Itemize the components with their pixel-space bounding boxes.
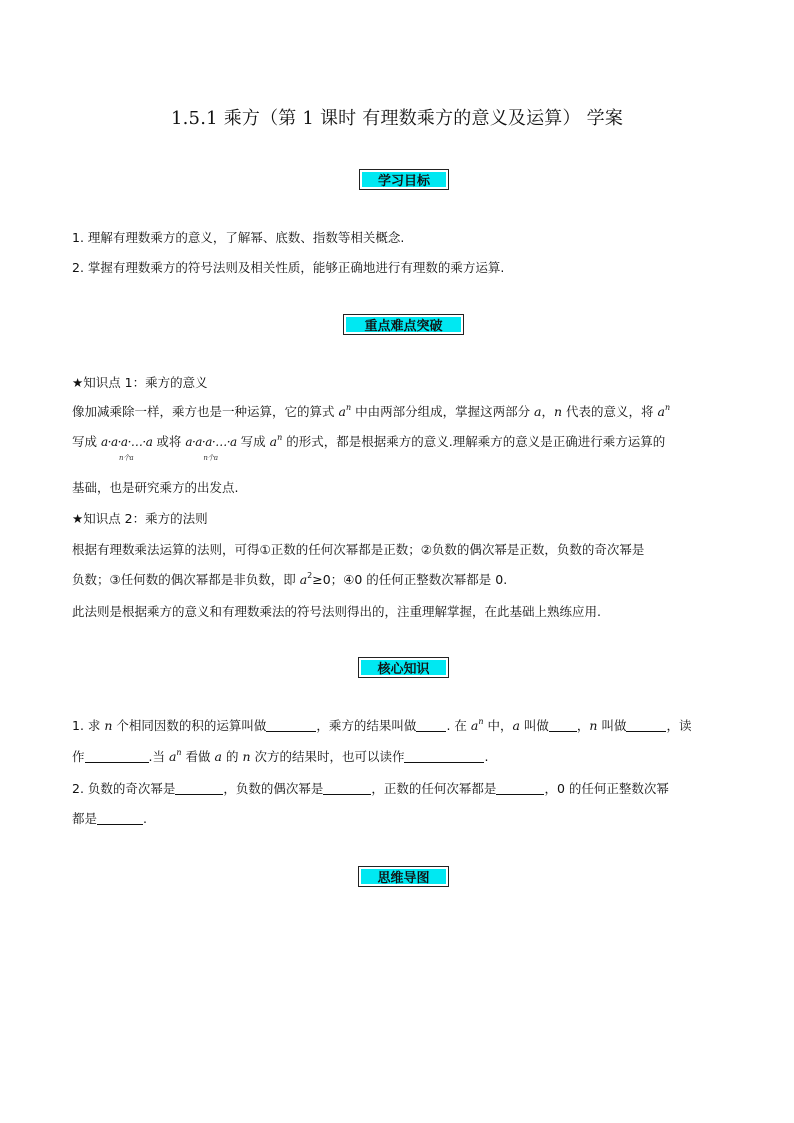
kp2-paragraph-line-2	[72, 571, 507, 589]
blank-read-as-alt[interactable]	[404, 749, 484, 763]
kp1-text-e: 或将	[152, 434, 186, 449]
core-text-1h: 叫做	[597, 718, 627, 733]
kp1-text-b: 中由两部分组成，掌握这两部分	[351, 404, 535, 419]
section-goals-box	[359, 169, 449, 190]
comma: ，	[541, 404, 555, 419]
core-var-a-2: a	[214, 749, 222, 764]
core-text-3a: 2. 负数的奇次幂是	[72, 781, 176, 796]
blank-exponent[interactable]	[626, 718, 666, 732]
blank-operation-name[interactable]	[266, 718, 316, 732]
kp1-text-c: 代表的意义，将	[562, 404, 658, 419]
expr-a: a	[338, 404, 346, 419]
core-text-1c: ，乘方的结果叫做	[316, 718, 417, 733]
kp2-text-b: ≥0；④0 的任何正整数次幂都是 0.	[312, 572, 508, 587]
expr-n-3: n	[277, 433, 283, 442]
core-line-2	[72, 748, 488, 766]
core-text-1i: ，读	[666, 718, 692, 733]
core-text-1e: 中，	[483, 718, 513, 733]
blank-odd-power[interactable]	[175, 781, 223, 795]
expr-a-3: a	[269, 434, 278, 449]
blank-base[interactable]	[549, 718, 577, 732]
underbrace-label-2: n个a	[203, 454, 218, 462]
kp1-paragraph-line-1	[72, 403, 670, 421]
core-expr-a-2: a	[168, 749, 177, 764]
core-expr-n-2: n	[176, 748, 182, 757]
core-expr-n: n	[478, 717, 484, 726]
kp1-text-f: 写成	[236, 434, 270, 449]
kp1-text-g: 的形式，都是根据乘方的意义.理解乘方的意义是正确进行乘方运算的	[282, 434, 666, 449]
blank-read-as[interactable]	[85, 749, 149, 763]
section-map-label: 思维导图	[361, 869, 446, 884]
core-text-2e: 次方的结果时，也可以读作	[250, 749, 405, 764]
var-a: a	[534, 404, 542, 419]
core-line-4	[72, 810, 147, 828]
section-key-box	[343, 314, 464, 335]
kp1-heading: ★知识点 1：乘方的意义	[72, 375, 208, 390]
core-text-3c: ，正数的任何次幂都是	[371, 781, 497, 796]
core-expr-a: a	[470, 718, 479, 733]
kp1-paragraph-line-2	[72, 433, 666, 462]
underbrace-label-1: n个a	[118, 454, 134, 462]
section-core-label: 核心知识	[361, 660, 446, 675]
kp1-text-d: 写成	[72, 434, 101, 449]
kp2-paragraph-line-3: 此法则是根据乘方的意义和有理数乘法的符号法则得出的，注重理解掌握，在此基础上熟练应用.	[72, 604, 601, 619]
expr-two: 2	[307, 571, 313, 580]
goal-item-1: 1. 理解有理数乘方的意义，了解幂、底数、指数等相关概念.	[72, 230, 405, 245]
expr-n: n	[345, 403, 352, 412]
kp1-text-a: 像加减乘除一样，乘方也是一种运算，它的算式	[72, 404, 339, 419]
blank-zero-power[interactable]	[97, 811, 143, 825]
section-goals-label: 学习目标	[362, 172, 446, 187]
core-text-3d: ，0 的任何正整数次幂	[544, 781, 669, 796]
kp2-heading: ★知识点 2：乘方的法则	[72, 511, 208, 526]
core-var-n: n	[589, 718, 598, 733]
kp2-text-a: 负数；③任何数的偶次幂都是非负数，即	[72, 572, 300, 587]
goal-item-2: 2. 掌握有理数乘方的符号法则及相关性质，能够正确地进行有理数的乘方运算.	[72, 260, 505, 275]
kp1-paragraph-line-3: 基础，也是研究乘方的出发点.	[72, 480, 239, 495]
section-key-label: 重点难点突破	[346, 317, 461, 332]
core-text-4b: .	[143, 811, 147, 826]
core-text-2c: 看做	[181, 749, 215, 764]
core-text-1a: 1. 求	[72, 718, 105, 733]
product-expression-1: a·a·a·…·a n个a	[101, 433, 152, 451]
core-text-1g: ，	[576, 718, 590, 733]
core-text-2d: 的	[221, 749, 243, 764]
core-var-n-2: n	[242, 749, 251, 764]
expr-n-2: n	[664, 403, 671, 412]
blank-result-name[interactable]	[416, 718, 446, 732]
core-text-1f: 叫做	[519, 718, 549, 733]
core-line-1	[72, 717, 691, 735]
core-text-2f: .	[484, 749, 489, 764]
page-title: 1.5.1 乘方（第 1 课时 有理数乘方的意义及运算） 学案	[170, 108, 624, 129]
core-text-1d: . 在	[446, 718, 471, 733]
core-text-4a: 都是	[72, 811, 98, 826]
expr-a-2: a	[657, 404, 665, 419]
section-map-box	[358, 866, 449, 887]
blank-positive-power[interactable]	[496, 781, 544, 795]
core-text-1b: 个相同因数的积的运算叫做	[112, 718, 267, 733]
core-text-3b: ，负数的偶次幂是	[223, 781, 324, 796]
kp2-paragraph-line-1: 根据有理数乘法运算的法则，可得①正数的任何次幂都是正数；②负数的偶次幂是正数，负数的奇次幂是	[72, 542, 645, 557]
core-text-2a: 作	[72, 749, 85, 764]
core-text-2b: .当	[148, 749, 169, 764]
core-var-a: a	[512, 718, 520, 733]
expr-a-sq: a	[299, 572, 308, 587]
product-expression-2: a·a·a·…·a n个a	[185, 433, 236, 451]
section-core-box	[358, 657, 449, 678]
blank-even-power[interactable]	[323, 781, 371, 795]
var-n: n	[554, 404, 563, 419]
var-n-core: n	[104, 718, 113, 733]
core-line-3	[72, 780, 669, 798]
